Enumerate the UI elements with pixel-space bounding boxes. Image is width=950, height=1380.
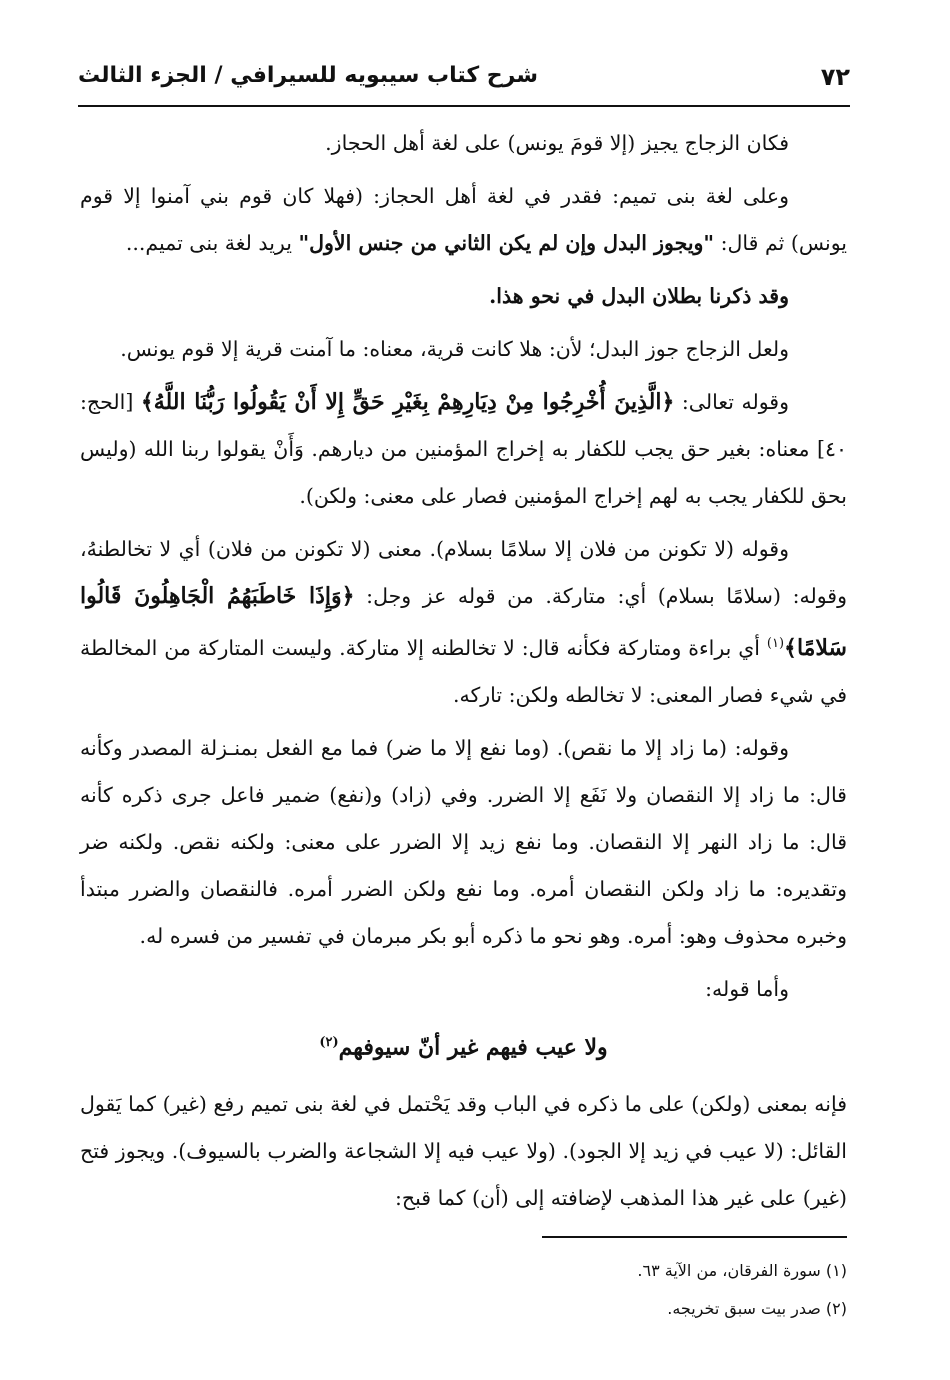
paragraph: وقوله: (ما زاد إلا ما نقص). (وما نفع إلا ما ضر) فما مع الفعل بمنـزلة المصدر وكأنه قال: ما زاد إلا النقصان ولا نَفَع إلا الضرر. وفي (زاد) و(نفع) ضمير فاعل جرى ذكره كأنه قال: ما زاد النهر إلا النقصان. وما نفع زيد إلا الضرر على معنى: ولكنه نقص. ولكنه ضر وتقديره: ما زاد ولكن النقصان أمره. وما نفع ولكن الضرر أمره. فالنقصان والضرر مبتدأ وخبره محذوف وهو: أمره. وهو نحو ما ذكره أبو بكر مبرمان في تفسير من فسره له. — [80, 735, 847, 948]
running-title: شرح كتاب سيبويه للسيرافي / الجزء الثالث — [78, 63, 538, 88]
text-run: يريد لغة بنى تميم... — [125, 231, 299, 255]
paragraph: وأما قوله: — [705, 976, 789, 1001]
footnotes — [80, 1252, 847, 1328]
page-header — [78, 55, 850, 107]
page-number: ٧٢ — [820, 63, 850, 91]
text-run: أي براءة ومتاركة فكأنه قال: لا تخالطنه إلا متاركة. وليست المتاركة من المخالطة في شيء فصار المعنى: لا تخالطه ولكن: تاركه. — [80, 635, 847, 707]
paragraph: ولعل الزجاج جوز البدل؛ لأن: هلا كانت قرية، معناه: ما آمنت قرية إلا قوم يونس. — [120, 337, 789, 361]
footnote-marker: (٢) — [319, 1034, 339, 1050]
header-rule — [78, 105, 850, 107]
text-run: وقوله (لا تكونن من فلان إلا سلامًا بسلام). معنى (لا تكونن من فلان) أي لا تخالطنهُ، وقوله: (سلامًا بسلام) أي: متاركة. من قوله عز وجل: — [80, 537, 847, 608]
footnote-marker: (١) — [766, 636, 785, 651]
paragraph — [80, 526, 847, 719]
main-text — [80, 120, 847, 1228]
text-run: وعلى لغة بنى تميم: فقدر في لغة أهل الحجاز: (فهلا كان قوم بني آمنوا إلا قوم يونس) ثم قال: — [80, 184, 847, 255]
paragraph: فإنه بمعنى (ولكن) على ما ذكره في الباب وقد يَحْتمل في لغة بنى تميم رفع (غير) كما يَقول القائل: (لا عيب في زيد إلا الجود). (ولا عيب فيه إلا الشجاعة والضرب بالسيوف). ويجوز فتح (غير) على غير هذا المذهب لإضافته إلى (أن) كما قبح: — [80, 1092, 847, 1211]
verse-text: ولا عيب فيهم غير أنّ سيوفهم — [338, 1034, 608, 1061]
paragraph — [80, 379, 847, 520]
paragraph: فكان الزجاج يجيز (إلا قومَ يونس) على لغة أهل الحجاز. — [325, 131, 789, 155]
text-run: وقوله تعالى: — [674, 390, 789, 414]
poetry-verse — [80, 1019, 847, 1071]
text-run: [الحج: ٤٠] معناه: بغير حق يجب للكفار به إخراج المؤمنين من ديارهم. وَأَنْ يقولوا ربنا الله (وليس بحق للكفار يجب به لهم إخراج المؤمنين فصار على معنى: ولكن). — [80, 390, 847, 508]
paragraph — [80, 173, 847, 267]
footnote: (١) سورة الفرقان، من الآية ٦٣. — [637, 1261, 847, 1280]
paragraph: وقد ذكرنا بطلان البدل في نحو هذا. — [489, 284, 789, 308]
footnote-rule — [542, 1236, 847, 1238]
footnote: (٢) صدر بيت سبق تخريجه. — [667, 1299, 847, 1318]
quran-quote: ﴿وَإِذَا خَاطَبَهُمُ الْجَاهِلُونَ قَالُوا سَلامًا﴾ — [80, 583, 847, 661]
quoted-text: "ويجوز البدل وإن لم يكن الثاني من جنس الأول" — [298, 231, 715, 255]
quran-quote: ﴿الَّذِينَ أُخْرِجُوا مِنْ دِيَارِهِمْ بِغَيْرِ حَقٍّ إِلا أَنْ يَقُولُوا رَبُّنَا اللَّهُ﴾ — [140, 389, 675, 415]
